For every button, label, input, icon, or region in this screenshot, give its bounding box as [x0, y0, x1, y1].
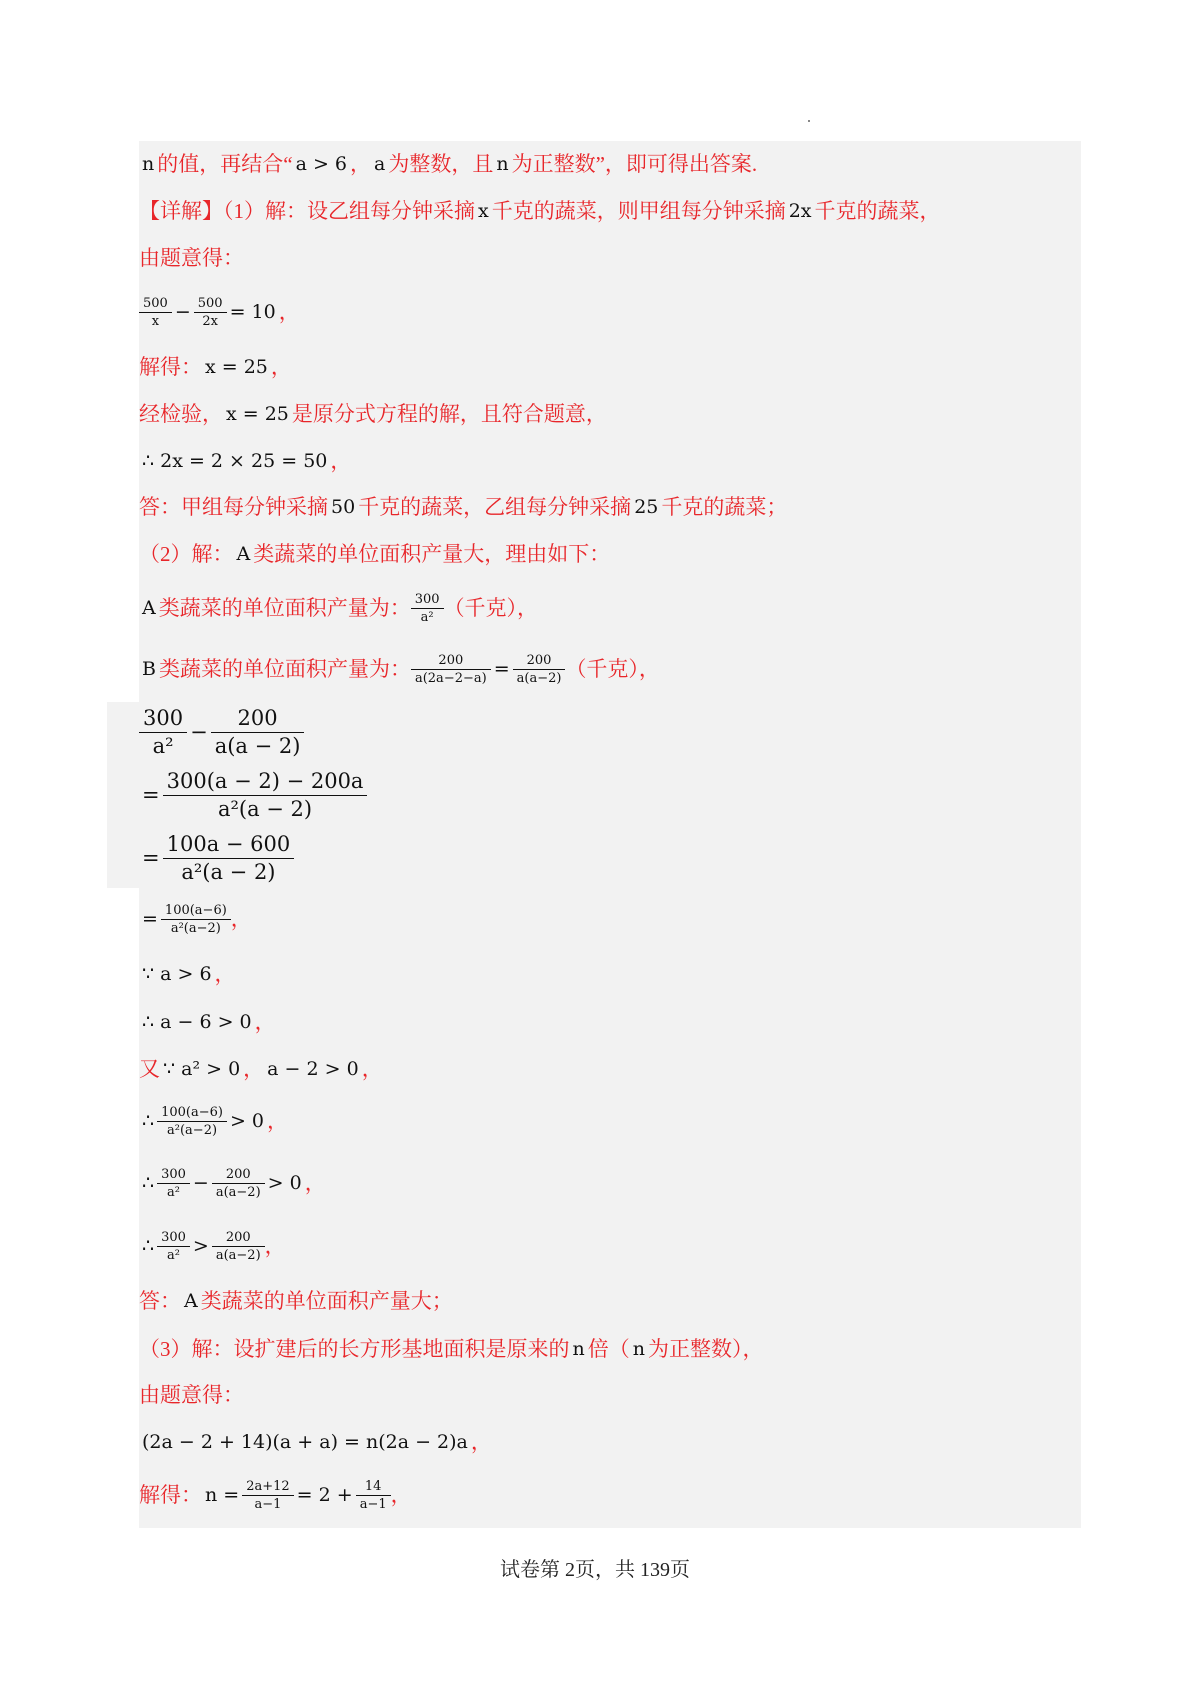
solution-line: [139, 295, 300, 329]
math-expression: x = 25: [205, 355, 268, 378]
fraction: [515, 654, 564, 685]
numerator: 200: [225, 1229, 251, 1245]
solution-line: [139, 1055, 383, 1083]
explanation-text: ，: [304, 1170, 326, 1195]
math-expression: ∴: [142, 1109, 155, 1132]
solution-line: [139, 652, 660, 686]
explanation-text: 类蔬菜的单位面积产量大；: [200, 1288, 453, 1313]
math-expression: 2x: [788, 199, 812, 222]
math-expression: =: [142, 782, 160, 807]
explanation-text: 千克的蔬菜，则甲组每分钟采摘: [491, 198, 786, 223]
explanation-text: 答：甲组每分钟采摘: [139, 494, 328, 519]
explanation-text: ，: [230, 906, 252, 931]
explanation-text: ，: [243, 1056, 265, 1081]
solution-line: [139, 1008, 276, 1036]
math-expression: A: [184, 1289, 198, 1312]
fraction: [141, 705, 185, 758]
math-expression: A: [236, 542, 251, 565]
solution-line: [139, 197, 941, 225]
explanation-text: ，: [264, 1233, 286, 1258]
explanation-text: （千克），: [443, 595, 539, 620]
explanation-text: 由题意得：: [139, 1382, 244, 1407]
fraction: [159, 1231, 188, 1262]
denominator: a²(a−2): [157, 1121, 227, 1137]
solution-line: [139, 960, 236, 988]
solution-line: [139, 1428, 492, 1456]
explanation-text: ，: [214, 961, 236, 986]
math-expression: 50: [331, 495, 356, 518]
math-expression: = 10: [229, 300, 276, 323]
math-expression: n: [496, 152, 509, 175]
math-expression: −: [174, 300, 191, 323]
denominator: a²(a − 2): [163, 795, 368, 820]
math-expression: ∴ a − 6 > 0: [142, 1010, 252, 1033]
math-expression: ∵ a > 6: [142, 962, 212, 985]
denominator: 2x: [194, 312, 227, 328]
explanation-text: 由题意得：: [139, 245, 244, 270]
fraction: [159, 1168, 188, 1199]
denominator: a(a − 2): [211, 732, 305, 757]
numerator: 200: [225, 1166, 251, 1182]
solution-line: [139, 830, 294, 886]
numerator: 300(a − 2) − 200a: [166, 768, 364, 793]
page-mark: [808, 120, 810, 122]
denominator: a(a−2): [212, 1183, 265, 1199]
explanation-text: 千克的蔬菜，: [814, 198, 941, 223]
explanation-text: ，: [267, 1108, 289, 1133]
denominator: a(a−2): [513, 669, 566, 685]
solution-line: [139, 353, 292, 381]
math-expression: a: [374, 152, 386, 175]
math-expression: x: [478, 199, 489, 222]
numerator: 14: [364, 1478, 382, 1494]
numerator: 300: [161, 1166, 186, 1182]
explanation-text: （3）解：设扩建后的长方形基地面积是原来的: [139, 1336, 570, 1361]
solution-line: [139, 447, 351, 475]
denominator: a²: [157, 1246, 190, 1262]
denominator: a−1: [356, 1495, 391, 1511]
solution-line: [139, 704, 304, 760]
solution-line: [139, 493, 787, 521]
denominator: x: [139, 312, 172, 328]
math-expression: A: [142, 596, 156, 619]
explanation-text: 千克的蔬菜；: [661, 494, 788, 519]
fraction: [165, 768, 366, 821]
fraction: [413, 654, 489, 685]
fraction: [358, 1480, 389, 1511]
math-expression: B: [142, 657, 156, 680]
denominator: a(a−2): [212, 1246, 265, 1262]
explanation-text: ，: [278, 299, 300, 324]
math-expression: > 0: [229, 1109, 265, 1132]
math-expression: =: [142, 845, 160, 870]
numerator: 500: [197, 295, 223, 311]
numerator: 500: [143, 295, 168, 311]
fraction: [244, 1480, 291, 1511]
numerator: 300: [143, 705, 184, 730]
explanation-text: （2）解：: [139, 541, 234, 566]
math-expression: −: [190, 719, 208, 744]
fraction: [165, 831, 293, 884]
explanation-text: 答：: [139, 1288, 181, 1313]
numerator: 200: [438, 652, 464, 668]
denominator: a²: [411, 608, 444, 624]
explanation-text: ，: [361, 1056, 383, 1081]
explanation-text: ，: [470, 1429, 492, 1454]
fraction: [196, 297, 225, 328]
math-expression: ∴ 2x = 2 × 25 = 50: [142, 449, 328, 472]
explanation-text: 是原分式方程的解，且符合题意，: [291, 401, 607, 426]
numerator: 100(a−6): [164, 902, 227, 918]
solution-line: [139, 1335, 764, 1363]
denominator: a−1: [242, 1495, 293, 1511]
solution-line: [139, 902, 252, 936]
fraction: [413, 593, 442, 624]
fraction: [163, 904, 229, 935]
fraction: [214, 1231, 263, 1262]
explanation-text: 类蔬菜的单位面积产量为：: [158, 656, 411, 681]
solution-line: [139, 540, 610, 568]
fraction: [159, 1106, 225, 1137]
solution-line: [139, 1478, 412, 1512]
numerator: 200: [526, 652, 552, 668]
denominator: a²(a − 2): [163, 858, 295, 883]
explanation-text: 类蔬菜的单位面积产量为：: [158, 595, 411, 620]
math-expression: n: [632, 1337, 645, 1360]
explanation-text: 类蔬菜的单位面积产量大，理由如下：: [253, 541, 611, 566]
explanation-text: ，: [330, 448, 352, 473]
explanation-text: 经检验，: [139, 401, 223, 426]
explanation-text: 解得：: [139, 354, 202, 379]
math-expression: =: [493, 657, 510, 680]
fraction: [141, 297, 170, 328]
math-expression: = 2 +: [296, 1483, 353, 1506]
math-expression: a − 2 > 0: [267, 1057, 359, 1080]
math-expression: (2a − 2 + 14)(a + a) = n(2a − 2)a: [142, 1430, 468, 1453]
explanation-text: ，: [350, 151, 371, 176]
solution-line: [139, 1287, 453, 1315]
math-expression: > 0: [267, 1171, 302, 1194]
denominator: a²(a−2): [161, 919, 231, 935]
math-expression: ∴: [142, 1171, 155, 1194]
solution-line: [139, 1229, 286, 1263]
explanation-text: 倍（: [587, 1336, 630, 1361]
numerator: 100a − 600: [166, 831, 291, 856]
solution-line: [139, 591, 539, 625]
math-expression: ∵ a² > 0: [163, 1057, 241, 1080]
math-expression: a > 6: [295, 152, 347, 175]
explanation-text: ，: [254, 1009, 276, 1034]
solution-line: [139, 400, 607, 428]
math-expression: >: [192, 1234, 209, 1257]
explanation-text: 解得：: [139, 1482, 202, 1507]
explanation-text: 为正整数），: [648, 1336, 764, 1361]
math-expression: n: [142, 152, 155, 175]
numerator: 200: [237, 705, 278, 730]
explanation-text: 【详解】（1）解：设乙组每分钟采摘: [139, 198, 475, 223]
math-expression: ∴: [142, 1234, 155, 1257]
denominator: a(2a−2−a): [411, 669, 491, 685]
solution-line: [139, 244, 244, 272]
denominator: a²: [157, 1183, 190, 1199]
explanation-text: 又: [139, 1056, 160, 1081]
math-expression: =: [142, 907, 158, 930]
explanation-text: （千克），: [565, 656, 660, 681]
math-expression: 25: [634, 495, 659, 518]
solution-line: [139, 1104, 289, 1138]
math-expression: n: [572, 1337, 585, 1360]
math-expression: x = 25: [226, 402, 289, 425]
math-expression: −: [192, 1171, 209, 1194]
explanation-text: ，: [390, 1482, 412, 1507]
numerator: 300: [414, 591, 440, 607]
numerator: 300: [161, 1229, 186, 1245]
fraction: [214, 1168, 263, 1199]
numerator: 100(a−6): [161, 1104, 223, 1120]
explanation-text: 千克的蔬菜，乙组每分钟采摘: [358, 494, 632, 519]
math-expression: n =: [205, 1483, 240, 1506]
solution-line: [139, 767, 367, 823]
explanation-text: 为正整数”，即可得出答案.: [511, 151, 758, 176]
page-footer: 试卷第 2页，共 139页: [500, 1559, 690, 1581]
explanation-text: 为整数，且: [388, 151, 494, 176]
solution-line: [139, 1166, 326, 1200]
numerator: 2a+12: [246, 1478, 290, 1494]
solution-line: [139, 150, 757, 178]
denominator: a²: [139, 732, 187, 757]
explanation-text: 的值，再结合“: [157, 151, 293, 176]
solution-line: [139, 1381, 244, 1409]
fraction: [213, 705, 303, 758]
explanation-text: ，: [270, 354, 292, 379]
